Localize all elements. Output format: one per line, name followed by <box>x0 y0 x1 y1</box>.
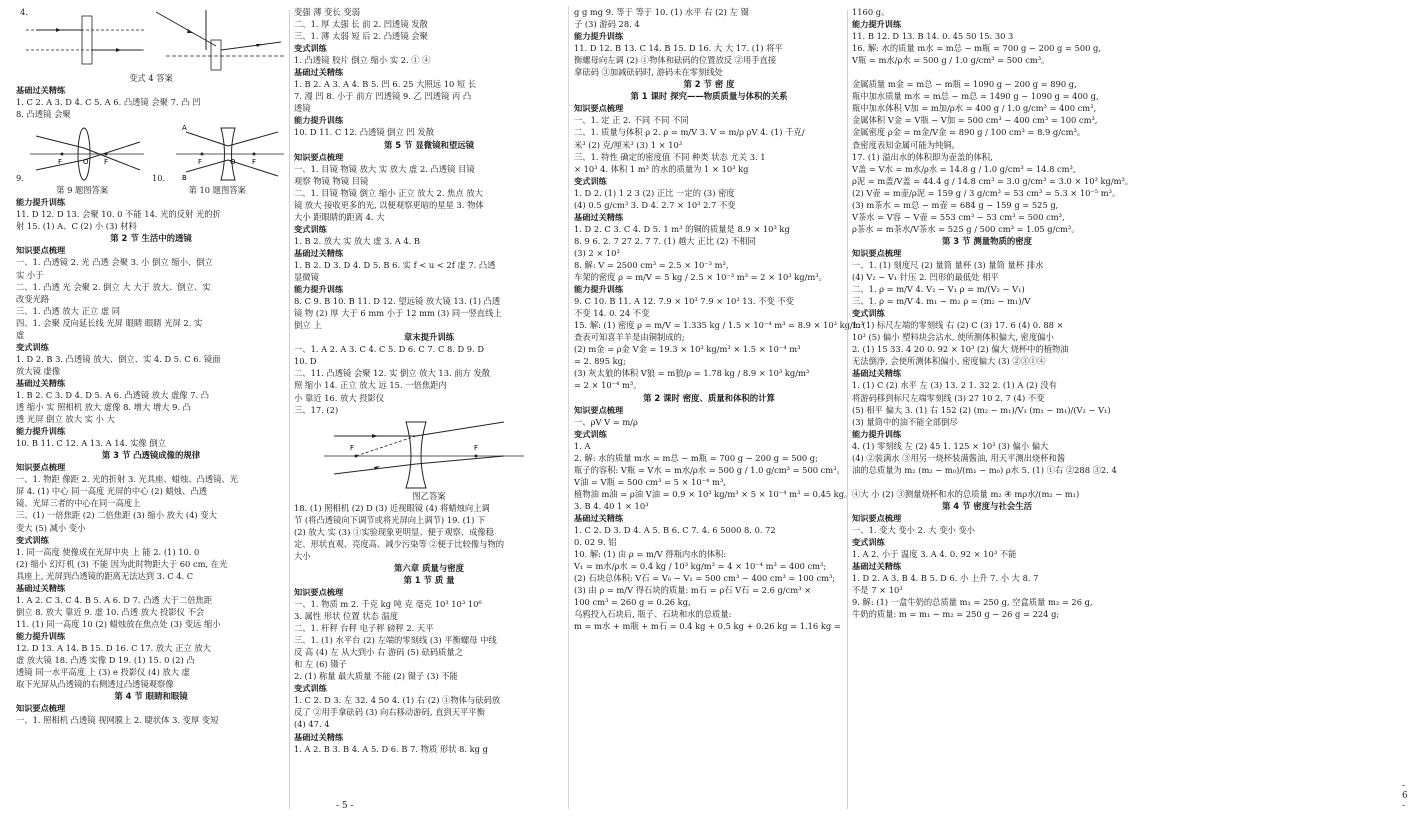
answer-line: 透 缩小 实 照相机 放大 虚像 8. 增大 增大 9. 凸 <box>16 402 191 413</box>
section-heading: 基础过关精练 <box>852 368 902 379</box>
answer-line: (4) 0.5 g/cm³ 3. D 4. 2.7 × 10³ 2.7 不变 <box>574 199 736 210</box>
answer-line: (3) m茶水 = m总 − m壶 = 684 g − 159 g = 525 g, <box>852 199 1059 210</box>
answer-line: 8. 凸透镜 会聚 <box>16 109 71 120</box>
answer-line: 具座上, 光屏到凸透镜的距离无法达到 3. C 4. C <box>16 570 194 581</box>
section-heading: 变式训练 <box>294 683 327 694</box>
section-heading: 变式训练 <box>294 223 327 234</box>
answer-line: 16. 解: 水的质量 m水 = m总 − m瓶 = 700 g − 200 g = 500 g, <box>852 43 1102 54</box>
answer-line: 1. D 2. C 3. C 4. D 5. 1 m³ 的铜的质量是 8.9 × 10³ kg <box>574 223 790 234</box>
section-heading: 知识要点梳理 <box>16 703 66 714</box>
page-6 <box>574 6 1408 813</box>
answer-line: ρ茶水 = m茶水/V茶水 = 525 g / 500 cm³ = 1.05 g/cm³。 <box>852 223 1080 234</box>
section-title: 第六章 质量与密度 <box>394 562 464 573</box>
answer-line: (2) 放大 实 (3) ①实验现象更明显、便于观察、成像稳 <box>294 526 494 537</box>
left-page-column-1 <box>16 6 286 813</box>
answer-line: 倒立 8. 放大 靠近 9. 虚 10. 凸透 放大 投影仪 不会 <box>16 606 205 617</box>
answer-line: 三、1. 凸透 放大 正立 虚 同 <box>16 305 121 316</box>
answer-line: 二、1. ρ = m/V 4. V₂ − V₁ ρ = m/(V₂ − V₁) <box>852 284 1025 295</box>
answer-line: 乌鸦投入石块后, 瓶子、石块和水的总质量: <box>574 609 732 620</box>
section-heading: 变式训练 <box>16 341 49 352</box>
answer-line: 1160 g。 <box>852 7 890 17</box>
label-b: B <box>182 174 187 183</box>
section-heading: 知识要点梳理 <box>574 103 624 114</box>
answer-line: 一、1. (1) 刻度尺 (2) 量筒 量杯 (3) 量筒 量杯 排水 <box>852 259 1044 270</box>
answer-line: V盖 = V水 = m水/ρ水 = 14.8 g / 1.0 g/cm³ = 14.8 cm³, <box>852 163 1076 174</box>
answer-line: 反 高 (4) 左 从大到小 右 游码 (5) 砝码质量之 <box>294 647 464 658</box>
column-divider <box>847 10 848 809</box>
answers-body <box>16 196 286 726</box>
section-heading: 基础过关精练 <box>294 247 344 258</box>
section-heading: 能力提升训练 <box>574 284 624 295</box>
section-heading: 变式训练 <box>574 175 607 186</box>
concave-lens-ray-diagram <box>294 416 564 490</box>
answer-line: g g mg 9. 等于 等于 10. (1) 水平 右 (2) 左 镊 <box>574 7 749 17</box>
answer-line: 衡螺母向左调 (2) ①物体和砝码的位置放反 ②用手直接 <box>574 55 777 66</box>
section-title: 第 3 节 测量物质的密度 <box>942 235 1032 246</box>
answer-line: (3) 灰太狼的体积 V狼 = m狼/ρ = 1.78 kg / 8.9 × 10³ kg/m³ <box>574 368 810 379</box>
answer-line: 大小 <box>294 550 311 561</box>
answer-line: 植物油 m油 = ρ油 V油 = 0.9 × 10³ kg/m³ × 5 × 10⁻⁴ m³ = 0.45 kg。 <box>574 488 853 499</box>
section-title: 第 2 课时 密度、质量和体积的计算 <box>643 392 775 403</box>
answer-line: 1. A 2. B 3. B 4. A 5. D 6. B 7. 物质 形状 8. kg g <box>294 743 488 754</box>
answer-line: (4) ②装满水 ③用另一烧杯装满酱油, 用天平测出烧杯和酱 <box>852 452 1066 463</box>
answer-line: 节 (将凸透镜向下调节或将光屏向上调节) 19. (1) 下 <box>294 514 486 525</box>
answer-line: 4. (1) 零刻线 左 (2) 45 1. 125 × 10³ (3) 偏小 偏大 <box>852 440 1049 451</box>
answer-line: 一、1. 物距 像距 2. 光的折射 3. 光具座、蜡烛、凸透镜、光 <box>16 474 239 485</box>
answer-line: 倒立 上 <box>294 320 322 331</box>
answer-line: (5) 相平 偏大 3. (1) 右 152 (2) (m₂ − m₁)/V₁ (m₁ − m₁)/(V₂ − V₁) <box>852 404 1111 415</box>
answer-line: 12. D 13. A 14. B 15. D 16. C 17. 放大 正立 放大 <box>16 642 211 653</box>
section-heading: 知识要点梳理 <box>16 462 66 473</box>
answer-line: 子 (3) 游码 28. 4 <box>574 19 640 30</box>
section-heading: 能力提升训练 <box>294 115 344 126</box>
answer-line: 照 缩小 14. 正立 放大 远 15. 一倍焦距内 <box>294 380 447 391</box>
right-page-column-2 <box>852 6 1134 813</box>
page-gutter <box>568 6 569 809</box>
section-title: 第 4 节 密度与社会生活 <box>942 500 1032 511</box>
answer-line: 镜、光屏三者的中心在同一高度上 <box>16 498 141 509</box>
answers-body <box>574 6 864 632</box>
answer-line: 8. 解: V = 2500 cm³ = 2.5 × 10⁻³ m³, <box>574 259 729 270</box>
section-title: 第 1 课时 探究——物质质量与体积的关系 <box>630 91 788 102</box>
answer-line: 1. D 2. (1) 1 2 3 (2) 正比 一定的 (3) 密度 <box>574 187 735 198</box>
answer-line: 1. 凸透镜 胶片 倒立 缩小 实 2. ① ④ <box>294 55 431 66</box>
answer-line: 三、(1) 一倍焦距 (2) 二倍焦距 (3) 缩小 放大 (4) 变大 <box>16 510 217 521</box>
answer-line: 四、1. 会聚 反向延长线 光屏 眼睛 眼睛 光屏 2. 实 <box>16 317 203 328</box>
answer-line: 1. B 2. D 3. D 4. D 5. B 6. 实 f < u < 2f 虚 7. 凸透 <box>294 259 496 270</box>
answer-line: (3) 由 ρ = m/V 得石块的质量: m石 = ρ石 V石 = 2.6 g/cm³ × <box>574 585 812 596</box>
answer-line: 一、1. 凸透镜 2. 光 凸透 会聚 3. 小 倒立 缩小、倒立 <box>16 257 213 268</box>
label-f: F <box>252 158 257 167</box>
answer-line: 1. B 2. 放大 实 放大 虚 3. A 4. B <box>294 235 421 246</box>
answer-line: 17. (1) 溢出水的体积即为壶盖的体积, <box>852 151 993 162</box>
page-number: - 5 - <box>336 801 354 811</box>
answer-line: 1. B 2. C 3. D 4. D 5. A 6. 凸透镜 放大 虚像 7. 凸 <box>16 389 210 400</box>
answer-line: 1. C 2. D 3. 左 32. 4 50 4. (1) 右 (2) ①物体与砝码放 <box>294 695 501 706</box>
figure-number: 4. <box>20 7 28 17</box>
answer-line: 屏 4. (1) 中心 同一高度 光屏的中心 (2) 蜡烛、凸透 <box>16 486 207 497</box>
fig-17-diagram <box>294 416 564 490</box>
answer-line: 1. 同一高度 使像成在光屏中央 上 能 2. (1) 10. 0 <box>16 546 200 557</box>
answer-line: 定、形状直观、亮度高、减少污染等 ②便于比较像与物的 <box>294 538 505 549</box>
answer-line: 米³ (2) 克/厘米³ (3) 1 × 10³ <box>574 139 683 150</box>
section-heading: 知识要点梳理 <box>574 404 624 415</box>
section-title: 第 2 节 生活中的透镜 <box>110 233 192 244</box>
section-title: 第 5 节 显微镜和望远镜 <box>384 139 474 150</box>
answer-line: 18. (1) 照相机 (2) D (3) 近视眼镜 (4) 将蜡烛向上调 <box>294 502 490 513</box>
answer-line: 1. B 2. A 3. A 4. B 5. 凹 6. 25 大照远 10 短 长 <box>294 79 477 90</box>
section-heading: 能力提升训练 <box>16 197 66 208</box>
lens-ray-diagrams <box>16 6 286 72</box>
answer-line: 无法倒净, 会使所测体积偏小, 密度偏大 (3) ②③①④ <box>852 356 1046 367</box>
answer-line: = 2 × 10⁻⁴ m³。 <box>574 380 642 391</box>
figure-10-number: 10. <box>152 173 166 184</box>
answer-line: ④大 小 (2) ③测量烧杯和水的总质量 m₂ ④ mρ水/(m₂ − m₁) <box>852 488 1080 499</box>
answer-line: 瓶子的容积: V瓶 = V水 = m水/ρ水 = 500 g / 1.0 g/cm³ = 500 cm³。 <box>574 464 845 475</box>
section-heading: 知识要点梳理 <box>294 151 344 162</box>
answer-line: m = m水 + m瓶 + m石 = 0.4 kg + 0.5 kg + 0.26 kg = 1.16 kg = <box>574 621 841 632</box>
answer-line: 变强 薄 变长 变弱 <box>294 7 360 17</box>
answer-line: 金属体积 V金 = V瓶 − V加 = 500 cm³ − 400 cm³ = 100 cm³, <box>852 115 1098 126</box>
fig-9-10-diagrams <box>16 120 286 184</box>
fig-10-caption: 第 10 题图答案 <box>188 185 246 196</box>
answer-line: V₁ = m水/ρ水 = 0.4 kg / 10³ kg/m³ = 4 × 10⁻⁴ m³ = 400 cm³; <box>574 561 827 572</box>
answer-line: 10. 解: (1) 由 ρ = m/V 得瓶内水的体积: <box>574 549 727 560</box>
answer-line: 3. B 4. 40 1 × 10³ <box>574 500 649 511</box>
answer-line: 2. (1) 称量 最大质量 不能 (2) 镊子 (3) 不能 <box>294 671 458 682</box>
answer-line: 小 靠近 16. 放大 投影仪 <box>294 392 385 403</box>
answer-line: 1. (1) 标尺左端的零刻线 右 (2) C (3) 17. 6 (4) 0. 88 × <box>852 320 1064 331</box>
left-page-column-2 <box>294 6 564 813</box>
section-title: 第 3 节 凸透镜成像的规律 <box>101 450 201 461</box>
answer-line: 金属质量 m金 = m总 − m瓶 = 1090 g − 200 g = 890 g, <box>852 79 1077 90</box>
answer-line: 8. C 9. B 10. B 11. D 12. 望远镜 放大镜 13. (1) 凸透 <box>294 296 501 307</box>
answer-line: 一、1. 变大 变小 2. 大 变小 变小 <box>852 525 975 536</box>
answer-line: 虚 放大镜 18. 凸透 实像 D 19. (1) 15. 0 (2) 凸 <box>16 655 195 666</box>
answer-line: 11. B 12. D 13. B 14. 0. 45 50 15. 30 3 <box>852 31 1014 42</box>
section-heading: 能力提升训练 <box>16 426 66 437</box>
answer-line: (2) 石块总体积: V石 = V₀ − V₁ = 500 cm³ − 400 cm³ = 100 cm³; <box>574 573 836 584</box>
answer-line: 三、1. ρ = m/V 4. m₁ − m₂ ρ = (m₂ − m₁)/V <box>852 296 1031 307</box>
figure-9-number: 9. <box>16 173 24 184</box>
answer-line: 镜 放大 接收更多的光, 以便观察更暗的星星 3. 物体 <box>294 199 484 210</box>
answer-line: 15. 解: (1) 密度 ρ = m/V = 1.335 kg / 1.5 × 10⁻⁴ m³ = 8.9 × 10³ kg/m³ <box>574 320 864 331</box>
answer-line: 1. D 2. A 3. B 4. B 5. D 6. 小 上升 7. 小 大 8. 7 <box>852 573 1039 584</box>
section-heading: 能力提升训练 <box>852 428 902 439</box>
answer-line: 1. (1) C (2) 水平 左 (3) 13. 2 1. 32 2. (1) A (2) 没有 <box>852 380 1057 391</box>
answer-line: 牛奶的质量: m = m₁ − m₂ = 250 g − 26 g = 224 g; <box>852 609 1060 620</box>
answer-line: 大小 距眼睛的距离 4. 大 <box>294 211 385 222</box>
answers-body <box>294 502 564 755</box>
answer-line: 三、17. (2) <box>294 404 339 415</box>
section-heading: 能力提升训练 <box>852 19 902 30</box>
answer-line: 和 左 (6) 镊子 <box>294 659 347 670</box>
section-title: 章末提升训练 <box>403 332 455 343</box>
section-heading: 基础过关精练 <box>16 85 66 96</box>
answer-line: (3) 量筒中的油不能全部倒尽 <box>852 416 958 427</box>
answer-line: 车架的密度 ρ = m/V = 5 kg / 2.5 × 10⁻³ m³ = 2 × 10³ kg/m³。 <box>574 272 827 283</box>
answer-line: 透镜 同一水平高度 上 (3) e 投影仪 (4) 放大 虚 <box>16 667 190 678</box>
answer-line: (4) V₂ − V₁ 针压 2. 凹形的最低处 相平 <box>852 272 999 283</box>
answer-line: 不是 7 × 10³ <box>852 585 903 596</box>
section-heading: 知识要点梳理 <box>16 245 66 256</box>
section-heading: 知识要点梳理 <box>852 247 902 258</box>
answer-line: 将游码移到标尺左端零刻线 (3) 27 10 2. 7 (4) 不变 <box>852 392 1045 403</box>
label-o: O <box>230 158 236 167</box>
answer-line: 不变 14. 0. 24 不变 <box>574 308 650 319</box>
answer-line: 二、1. 厚 太强 长 前 2. 凹透镜 发散 <box>294 19 428 30</box>
answer-line: (2) 缩小 幻灯机 (3) 不能 因为此时物距大于 60 cm, 在光 <box>16 558 228 569</box>
section-heading: 基础过关精练 <box>852 561 902 572</box>
answer-line: 1. D 2. B 3. 凸透镜 放大、倒立、实 4. D 5. C 6. 镜面 <box>16 353 221 364</box>
answer-line: ρ泥 = m盖/V盖 = 44.4 g / 14.8 cm³ = 3.0 g/cm³ = 3.0 × 10³ kg/m³。 <box>852 175 1134 186</box>
answer-line: 变大 (5) 减小 变小 <box>16 522 86 533</box>
answer-line: 镜 物 (2) 厚 大于 6 mm 小于 12 mm (3) 同一竖直线上 <box>294 308 502 319</box>
section-heading: 变式训练 <box>852 308 885 319</box>
answer-line: 油的总质量为 m₂ (m₂ − m₀)/(m₁ − m₀) ρ水 5. (1) ①右 ②288 ③2. 4 <box>852 464 1117 475</box>
section-heading: 能力提升训练 <box>16 630 66 641</box>
answer-line: 9. 解: (1) 一盒牛奶的总质量 m₁ = 250 g, 空盒质量 m₂ = 26 g, <box>852 597 1093 608</box>
fig-17-caption: 图乙答案 <box>412 490 446 501</box>
section-title: 第 2 节 密 度 <box>683 79 735 90</box>
answer-line: 1. A 2. 小于 温度 3. A 4. 0. 92 × 10³ 不能 <box>852 549 1017 560</box>
section-heading: 知识要点梳理 <box>852 512 902 523</box>
section-heading: 能力提升训练 <box>294 284 344 295</box>
answer-line: × 10³ 4. 体积 1 m³ 的水的质量为 1 × 10³ kg <box>574 163 749 174</box>
answer-line: (3) 2 × 10³ <box>574 247 620 258</box>
answer-line: 1. C 2. D 3. D 4. A 5. B 6. C 7. 4. 6 5000 8. 0. 72 <box>574 525 776 536</box>
answer-line: 一、1. 照相机 凸透镜 视网膜上 2. 睫状体 3. 变厚 变短 <box>16 715 219 726</box>
answer-line: 透 光屏 倒立 放大 实 小 大 <box>16 414 115 425</box>
answer-line: V瓶 = m水/ρ水 = 500 g / 1.0 g/cm³ = 500 cm³。 <box>852 55 1050 66</box>
answer-line: 二、1. 凸透 光 会聚 2. 倒立 大 大于 放大、倒立、实 <box>16 281 211 292</box>
answer-line: 二、1. 杆秤 台秤 电子秤 磅秤 2. 天平 <box>294 623 434 634</box>
label-f: F <box>474 443 479 452</box>
right-page-column-1 <box>574 6 864 813</box>
variant-4-caption: 变式 4 答案 <box>129 73 173 83</box>
answer-line: 一、ρV V = m/ρ <box>574 416 638 427</box>
answer-line: 10. D 11. C 12. 凸透镜 倒立 凹 发散 <box>294 127 435 138</box>
answer-line: 11. D 12. D 13. 会聚 10. 0 不能 14. 光的反射 光的折 <box>16 209 221 220</box>
answer-line: 瓶中加水质量 m水 = m总 − m总 = 1490 g − 1090 g = 400 g, <box>852 91 1099 102</box>
answer-line: 1. A 2. C 3. C 4. B 5. A 6. D 7. 凸透 大于二倍焦距 <box>16 594 213 605</box>
answer-line: 一、1. 目镜 物镜 放大 实 放大 虚 2. 凸透镜 目镜 <box>294 163 475 174</box>
answer-line: (4) 47. 4 <box>294 719 330 730</box>
section-heading: 变式训练 <box>294 43 327 54</box>
fig-captions <box>16 184 286 196</box>
answer-line: 10. D <box>294 356 317 367</box>
answer-line: V茶水 = V容 − V壶 = 553 cm³ − 53 cm³ = 500 cm³, <box>852 211 1065 222</box>
answer-line: 查表可知喜羊羊是由铜制成的; <box>574 332 685 343</box>
section-title: 第 4 节 眼睛和眼镜 <box>114 691 188 702</box>
variant-4-figure <box>16 6 286 72</box>
answer-line: 二、11. 凸透镜 会聚 12. 实 倒立 放大 13. 前方 发散 <box>294 368 491 379</box>
section-heading: 基础过关精练 <box>16 582 66 593</box>
answer-line: 1. A <box>574 440 591 451</box>
label-f: F <box>198 158 203 167</box>
answer-line: 查密度表知金属可能为纯铜。 <box>852 139 960 150</box>
label-o: O <box>83 158 89 167</box>
answer-line: 0. 02 9. 铝 <box>574 537 617 548</box>
section-heading: 基础过关精练 <box>294 67 344 78</box>
answer-line: 1. C 2. A 3. D 4. C 5. A 6. 凸透镜 会聚 7. 凸 凹 <box>16 97 201 108</box>
answer-line: 金属密度 ρ金 = m金/V金 = 890 g / 100 cm³ = 8.9 g/cm³。 <box>852 127 1086 138</box>
block-a <box>16 84 286 120</box>
answer-line: 三、1. (1) 水平台 (2) 左端的零刻线 (3) 平衡螺母 中线 <box>294 635 497 646</box>
answer-line: 改变光路 <box>16 293 50 304</box>
answer-line: 9. C 10. B 11. A 12. 7.9 × 10³ 7.9 × 10³ 13. 不变 不变 <box>574 296 794 307</box>
answer-line: 一、1. 定 正 2. 不同 不同 不同 <box>574 115 689 126</box>
page-5 <box>16 6 564 813</box>
answer-line: 三、1. 特性 确定的密度值 不同 种类 状态 尤关 3. 1 <box>574 151 766 162</box>
page-number: - 6 - <box>1402 781 1408 811</box>
section-heading: 变式训练 <box>16 534 49 545</box>
section-heading: 基础过关精练 <box>16 377 66 388</box>
answer-line: 2. (1) 15 33. 4 20 0. 92 × 10³ (2) 偏大 烧杯中的植物油 <box>852 344 1069 355</box>
answer-line: 放大镜 虚像 <box>16 365 61 376</box>
label-f: F <box>350 443 355 452</box>
answer-line: 10³ (5) 偏小 塑料块会沾水, 使所测体积偏大, 密度偏小 <box>852 332 1054 343</box>
section-heading: 基础过关精练 <box>574 512 624 523</box>
section-heading: 基础过关精练 <box>294 731 344 742</box>
answer-line: 三、1. 薄 太弱 短 后 2. 凸透镜 会聚 <box>294 31 428 42</box>
answer-line: 拿砝码 ③加减砝码时, 游码未在零刻线处 <box>574 67 723 78</box>
answer-line: 观察 物镜 物镜 目镜 <box>294 175 369 186</box>
label-f: F <box>104 158 109 167</box>
section-heading: 变式训练 <box>574 428 607 439</box>
answer-line: 显微镜 <box>294 272 319 283</box>
answer-line <box>852 476 1122 488</box>
answer-line: (2) m金 = ρ金 V金 = 19.3 × 10³ kg/m³ × 1.5 × 10⁻⁴ m³ <box>574 344 801 355</box>
answer-line: 11. D 12. B 13. C 14. B 15. D 16. 大 大 17. (1) 将平 <box>574 43 783 54</box>
answer-line: 一、1. A 2. A 3. C 4. C 5. D 6. C 7. C 8. D 9. D <box>294 344 485 355</box>
answers-body <box>294 6 564 416</box>
section-heading: 变式训练 <box>852 537 885 548</box>
answer-line: 一、1. 物质 m 2. 千克 kg 吨 克 毫克 10³ 10³ 10⁶ <box>294 599 482 610</box>
answer-line: (2) V壶 = m壶/ρ泥 = 159 g / 3 g/cm³ = 53 cm³ = 5.3 × 10⁻⁵ m³。 <box>852 187 1121 198</box>
answer-line: 实 小于 <box>16 269 44 280</box>
answer-line: 反了 ②用手拿砝码 (3) 向右移动游码, 直到天平平衡 <box>294 707 485 718</box>
answer-line: 虚 <box>16 329 25 340</box>
section-heading: 能力提升训练 <box>574 31 624 42</box>
answer-line: 100 cm³ = 260 g = 0.26 kg, <box>574 597 691 608</box>
answer-line: 11. (1) 同一高度 10 (2) 蜡烛放在焦点处 (3) 变远 缩小 <box>16 618 221 629</box>
answer-line: 7. 漫 凹 8. 小于 前方 凹透镜 9. 乙 凹透镜 丙 凸 <box>294 91 472 102</box>
section-title: 第 1 节 质 量 <box>403 574 455 585</box>
column-divider <box>289 10 290 809</box>
answer-line: 8. 9 6. 2. 7 27 2. 7 7. (1) 越大 正比 (2) 不相同 <box>574 235 756 246</box>
answer-line: 取下光屏从凸透镜的右侧透过凸透镜观察像 <box>16 679 174 690</box>
answers-body <box>852 6 1134 620</box>
answer-line: 10. B 11. C 12. A 13. A 14. 实像 倒立 <box>16 438 166 449</box>
label-f: F <box>58 158 63 167</box>
answer-line: 二、1. 目镜 物镜 倒立 缩小 正立 放大 2. 焦点 放大 <box>294 187 483 198</box>
answer-line: 透镜 <box>294 103 311 114</box>
answer-line: 2. 解: 水的质量 m水 = m总 − m瓶 = 700 g − 200 g = 500 g; <box>574 452 818 463</box>
label-a: A <box>182 124 187 133</box>
answer-line: = 2. 895 kg; <box>574 356 626 367</box>
fig-9-caption: 第 9 题图答案 <box>56 185 109 196</box>
answer-line <box>852 66 1122 78</box>
answer-line: 瓶中加水体积 V加 = m加/ρ水 = 400 g / 1.0 g/cm³ = 400 cm³, <box>852 103 1097 114</box>
fig-9-10-row <box>16 120 286 184</box>
answer-line: V油 = V瓶 = 500 cm³ = 5 × 10⁻⁴ m³, <box>574 476 726 487</box>
answer-line: 3. 属性 形状 位置 状态 温度 <box>294 611 399 622</box>
section-heading: 知识要点梳理 <box>294 586 344 597</box>
section-heading: 基础过关精练 <box>574 211 624 222</box>
answer-line: 射 15. (1) A、C (2) 小 (3) 材料 <box>16 221 137 232</box>
answer-line: 二、1. 质量与体积 ρ 2. ρ = m/V 3. V = m/ρ ρV 4. (1) 千克/ <box>574 127 805 138</box>
